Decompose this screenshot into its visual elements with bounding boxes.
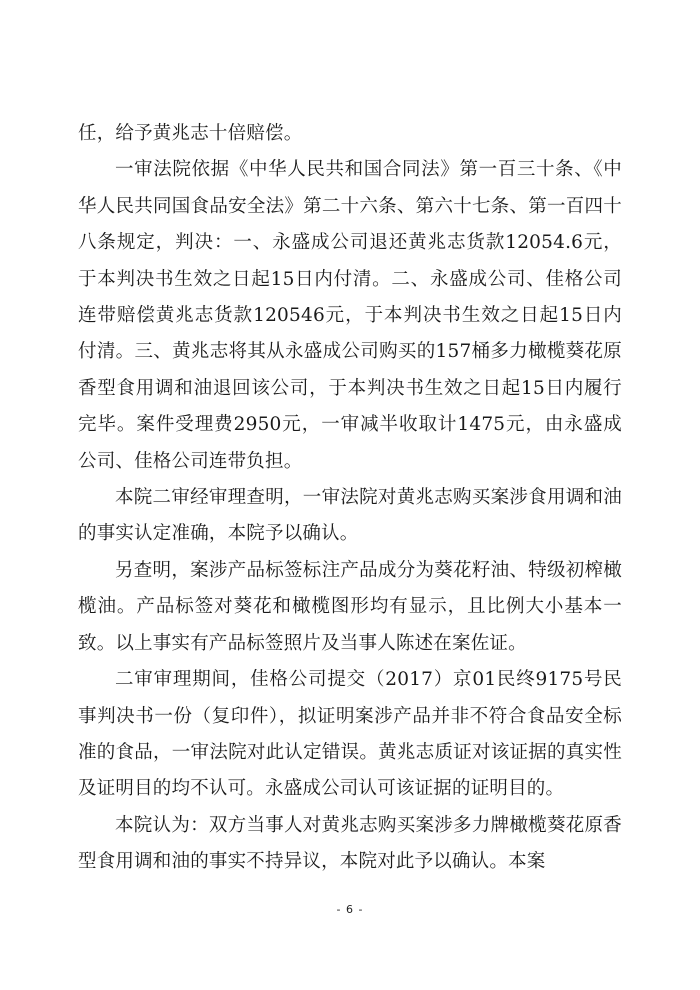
paragraph-3: 本院二审经审理查明，一审法院对黄兆志购买案涉食用调和油的事实认定准确，本院予以确认。 [78, 487, 622, 545]
page-number: - 6 - [336, 903, 364, 916]
paragraph-1: 任，给予黄兆志十倍赔偿。 [78, 123, 303, 144]
paragraph-5: 二审审理期间，佳格公司提交（2017）京01民终9175号民事判决书一份（复印件），拟证明案涉产品并非不符合食品安全标准的食品，一审法院对此认定错误。黄兆志质证对该证据的真实性及证明目的均不认可。永盛成公司认可该证据的证明目的。 [78, 669, 622, 800]
paragraph-6: 本院认为：双方当事人对黄兆志购买案涉多力牌橄榄葵花原香型食用调和油的事实不持异议，本院对此予以确认。本案 [78, 814, 622, 873]
paragraph-2: 一审法院依据《中华人民共和国合同法》第一百三十条、《中华人民共同国食品安全法》第二十六条、第六十七条、第一百四十八条规定，判决：一、永盛成公司退还黄兆志货款12054.6元，于本判决书生效之日起15日内付清。二、永盛成公司、佳格公司连带赔偿黄兆志货款120546元，于本判决书生效之日起15日内付清。三、黄兆志将其从永盛成公司购买的157桶多力橄榄葵花原香型食用调和油退回该公司，于本判决书生效之日起15日内履行完毕。案件受理费2950元，一审减半收取计1475元，由永盛成公司、佳格公司连带负担。 [78, 159, 622, 472]
document-body [78, 116, 622, 881]
paragraph-4: 另查明，案涉产品标签标注产品成分为葵花籽油、特级初榨橄榄油。产品标签对葵花和橄榄图形均有显示，且比例大小基本一致。以上事实有产品标签照片及当事人陈述在案佐证。 [78, 559, 622, 654]
